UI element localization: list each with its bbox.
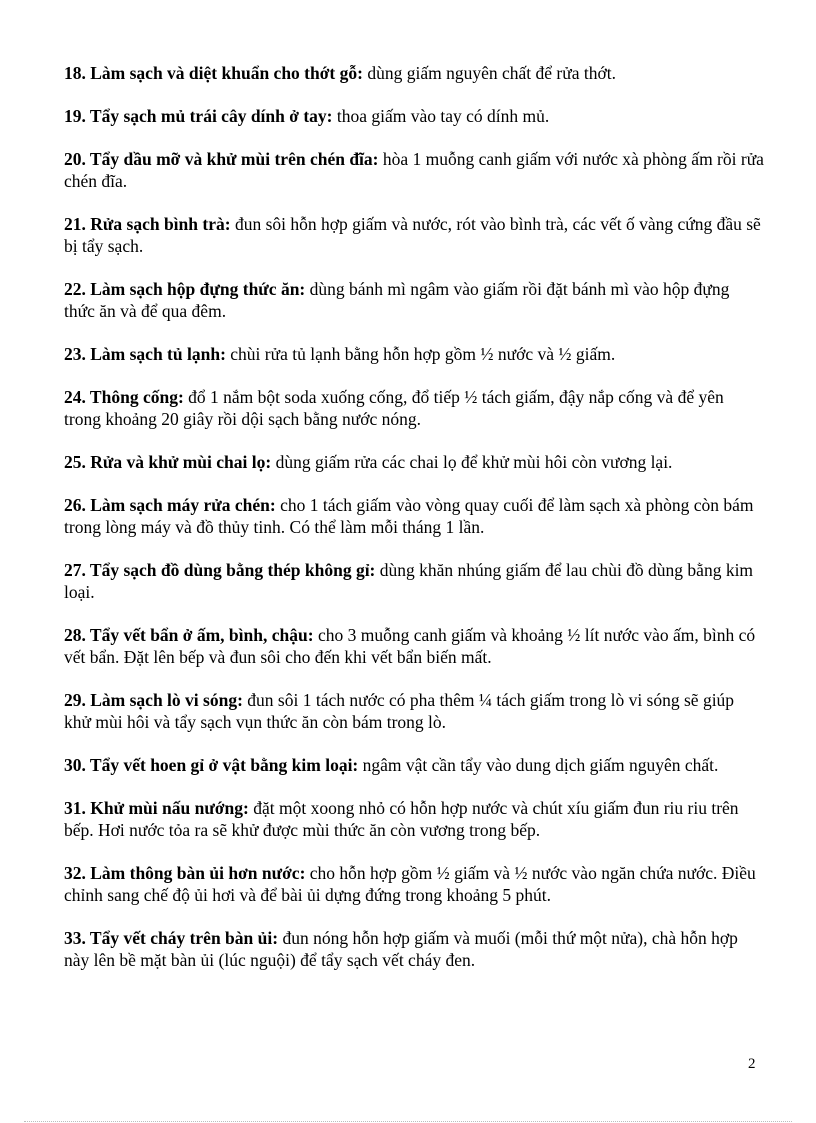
item-heading: 20. Tẩy dầu mỡ và khử mùi trên chén đĩa: [64,149,379,169]
item-text: dùng giấm rửa các chai lọ để khử mùi hôi còn vương lại. [271,452,673,472]
item-text: dùng khăn nhúng giấm để lau chùi đồ dùng bằng kim loại. [64,560,754,602]
item-heading: 29. Làm sạch lò vi sóng: [64,690,243,710]
item-heading: 24. Thông cống: [64,387,184,407]
item-text: đặt một xoong nhỏ có hỗn hợp nước và chút xíu giấm đun riu riu trên bếp. Hơi nước tỏa ra sẽ khử được mùi thức ăn còn vương trong bếp. [64,798,739,840]
item-text: thoa giấm vào tay có dính mủ. [332,106,550,126]
item-heading: 30. Tẩy vết hoen gỉ ở vật bằng kim loại: [64,755,359,775]
page-number: 2 [748,1056,756,1072]
item-heading: 22. Làm sạch hộp đựng thức ăn: [64,279,306,299]
list-item [64,689,764,733]
item-text: chùi rửa tủ lạnh bằng hỗn hợp gồm ½ nước và ½ giấm. [225,344,616,364]
item-heading: 18. Làm sạch và diệt khuẩn cho thớt gỗ: [64,63,363,83]
list-item [64,559,764,603]
item-text: đun sôi 1 tách nước có pha thêm ¼ tách giấm trong lò vi sóng sẽ giúp khử mùi hôi và tẩy sạch vụn thức ăn còn bám trong lò. [64,690,735,732]
list-item [64,754,764,776]
document-body [64,62,764,992]
list-item [64,386,764,430]
item-heading: 28. Tẩy vết bẩn ở ấm, bình, chậu: [64,625,314,645]
list-item [64,797,764,841]
list-item [64,343,764,365]
list-item [64,62,764,84]
item-heading: 33. Tẩy vết cháy trên bàn ủi: [64,928,279,948]
item-text: cho 1 tách giấm vào vòng quay cuối để làm sạch xà phòng còn bám trong lòng máy và đồ thủy tinh. Có thể làm mỗi tháng 1 lần. [64,495,754,537]
list-item [64,451,764,473]
list-item [64,927,764,971]
item-text: hòa 1 muỗng canh giấm với nước xà phòng ấm rồi rửa chén đĩa. [64,149,764,191]
item-text: dùng bánh mì ngâm vào giấm rồi đặt bánh mì vào hộp đựng thức ăn và để qua đêm. [64,279,730,321]
item-heading: 27. Tẩy sạch đồ dùng bằng thép không gỉ: [64,560,376,580]
item-heading: 23. Làm sạch tủ lạnh: [64,344,226,364]
item-text: đun nóng hỗn hợp giấm và muối (mỗi thứ một nửa), chà hỗn hợp này lên bề mặt bàn ủi (lúc nguội) để tẩy sạch vết cháy đen. [64,928,738,970]
page-bottom-divider [24,1121,792,1122]
item-text: ngâm vật cần tẩy vào dung dịch giấm nguyên chất. [358,755,719,775]
item-text: cho 3 muỗng canh giấm và khoảng ½ lít nước vào ấm, bình có vết bẩn. Đặt lên bếp và đun sôi cho đến khi vết bẩn biến mất. [64,625,756,667]
item-heading: 25. Rửa và khử mùi chai lọ: [64,452,272,472]
item-text: cho hỗn hợp gồm ½ giấm và ½ nước vào ngăn chứa nước. Điều chỉnh sang chế độ ủi hơi và để bài ủi dựng đứng trong khoảng 5 phút. [64,863,756,905]
list-item [64,624,764,668]
item-text: đun sôi hỗn hợp giấm và nước, rót vào bình trà, các vết ố vàng cứng đầu sẽ bị tẩy sạch. [64,214,761,256]
item-heading: 31. Khử mùi nấu nướng: [64,798,249,818]
item-heading: 19. Tẩy sạch mủ trái cây dính ở tay: [64,106,333,126]
list-item [64,278,764,322]
item-heading: 26. Làm sạch máy rửa chén: [64,495,276,515]
item-heading: 32. Làm thông bàn ủi hơn nước: [64,863,306,883]
item-heading: 21. Rửa sạch bình trà: [64,214,231,234]
list-item [64,494,764,538]
item-text: đổ 1 nắm bột soda xuống cống, đổ tiếp ½ tách giấm, đậy nắp cống và để yên trong khoảng 20 giây rồi dội sạch bằng nước nóng. [64,387,724,429]
list-item [64,862,764,906]
list-item [64,105,764,127]
list-item [64,213,764,257]
list-item [64,148,764,192]
item-text: dùng giấm nguyên chất để rửa thớt. [362,63,616,83]
